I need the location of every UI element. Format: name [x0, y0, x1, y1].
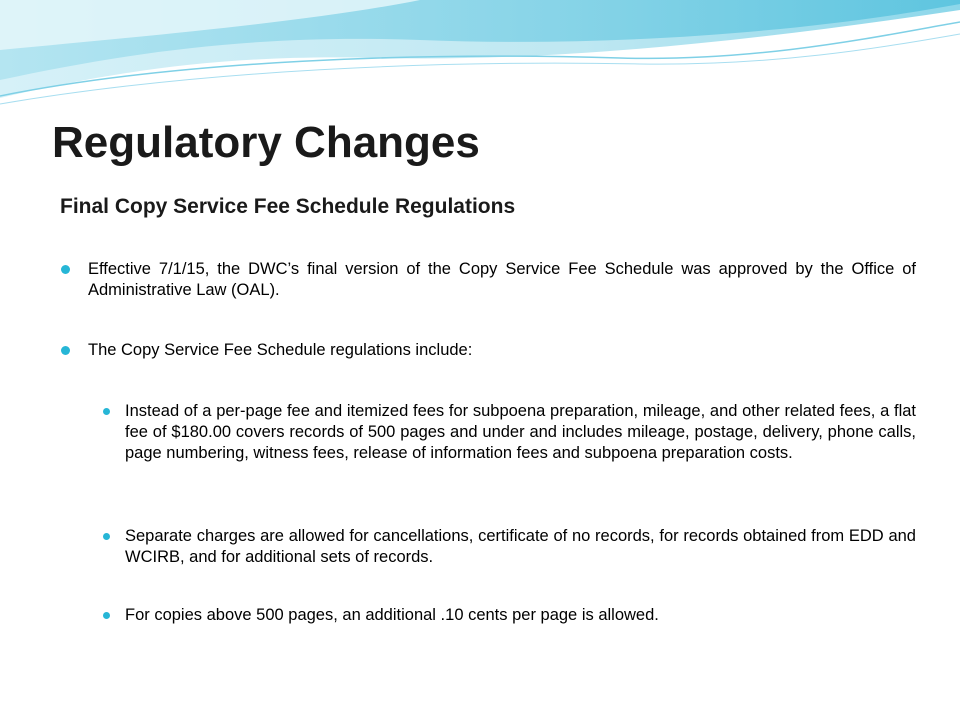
sub-bullet-separate-charges: [125, 526, 916, 568]
bullet-regulations-include: [88, 340, 916, 361]
header-wave-decoration: [0, 0, 960, 110]
bullet-text: The Copy Service Fee Schedule regulations include:: [88, 341, 473, 359]
sub-bullet-text: Instead of a per-page fee and itemized fees for subpoena preparation, mileage, and other related fees, a flat fee of $180.00 covers records of 500 pages and under and includes mileage, postage, delivery, phone calls, page numbering, witness fees, release of information fees and subpoena preparation costs.: [125, 402, 916, 462]
sub-bullet-dot-icon: [103, 533, 110, 540]
sub-bullet-flat-fee: [125, 401, 916, 464]
bullet-dot-icon: [61, 346, 70, 355]
bullet-effective-date: [88, 259, 916, 301]
sub-bullet-text: For copies above 500 pages, an additional .10 cents per page is allowed.: [125, 606, 659, 624]
bullet-dot-icon: [61, 265, 70, 274]
sub-bullet-additional-pages: [125, 605, 916, 626]
sub-bullet-text: Separate charges are allowed for cancellations, certificate of no records, for records obtained from EDD and WCIRB, and for additional sets of records.: [125, 527, 916, 566]
sub-bullet-dot-icon: [103, 408, 110, 415]
sub-bullet-dot-icon: [103, 612, 110, 619]
slide-title: Regulatory Changes: [52, 118, 480, 167]
slide-subtitle: Final Copy Service Fee Schedule Regulations: [60, 195, 516, 218]
bullet-text: Effective 7/1/15, the DWC’s final version of the Copy Service Fee Schedule was approved by the Office of Administrative Law (OAL).: [88, 260, 916, 299]
